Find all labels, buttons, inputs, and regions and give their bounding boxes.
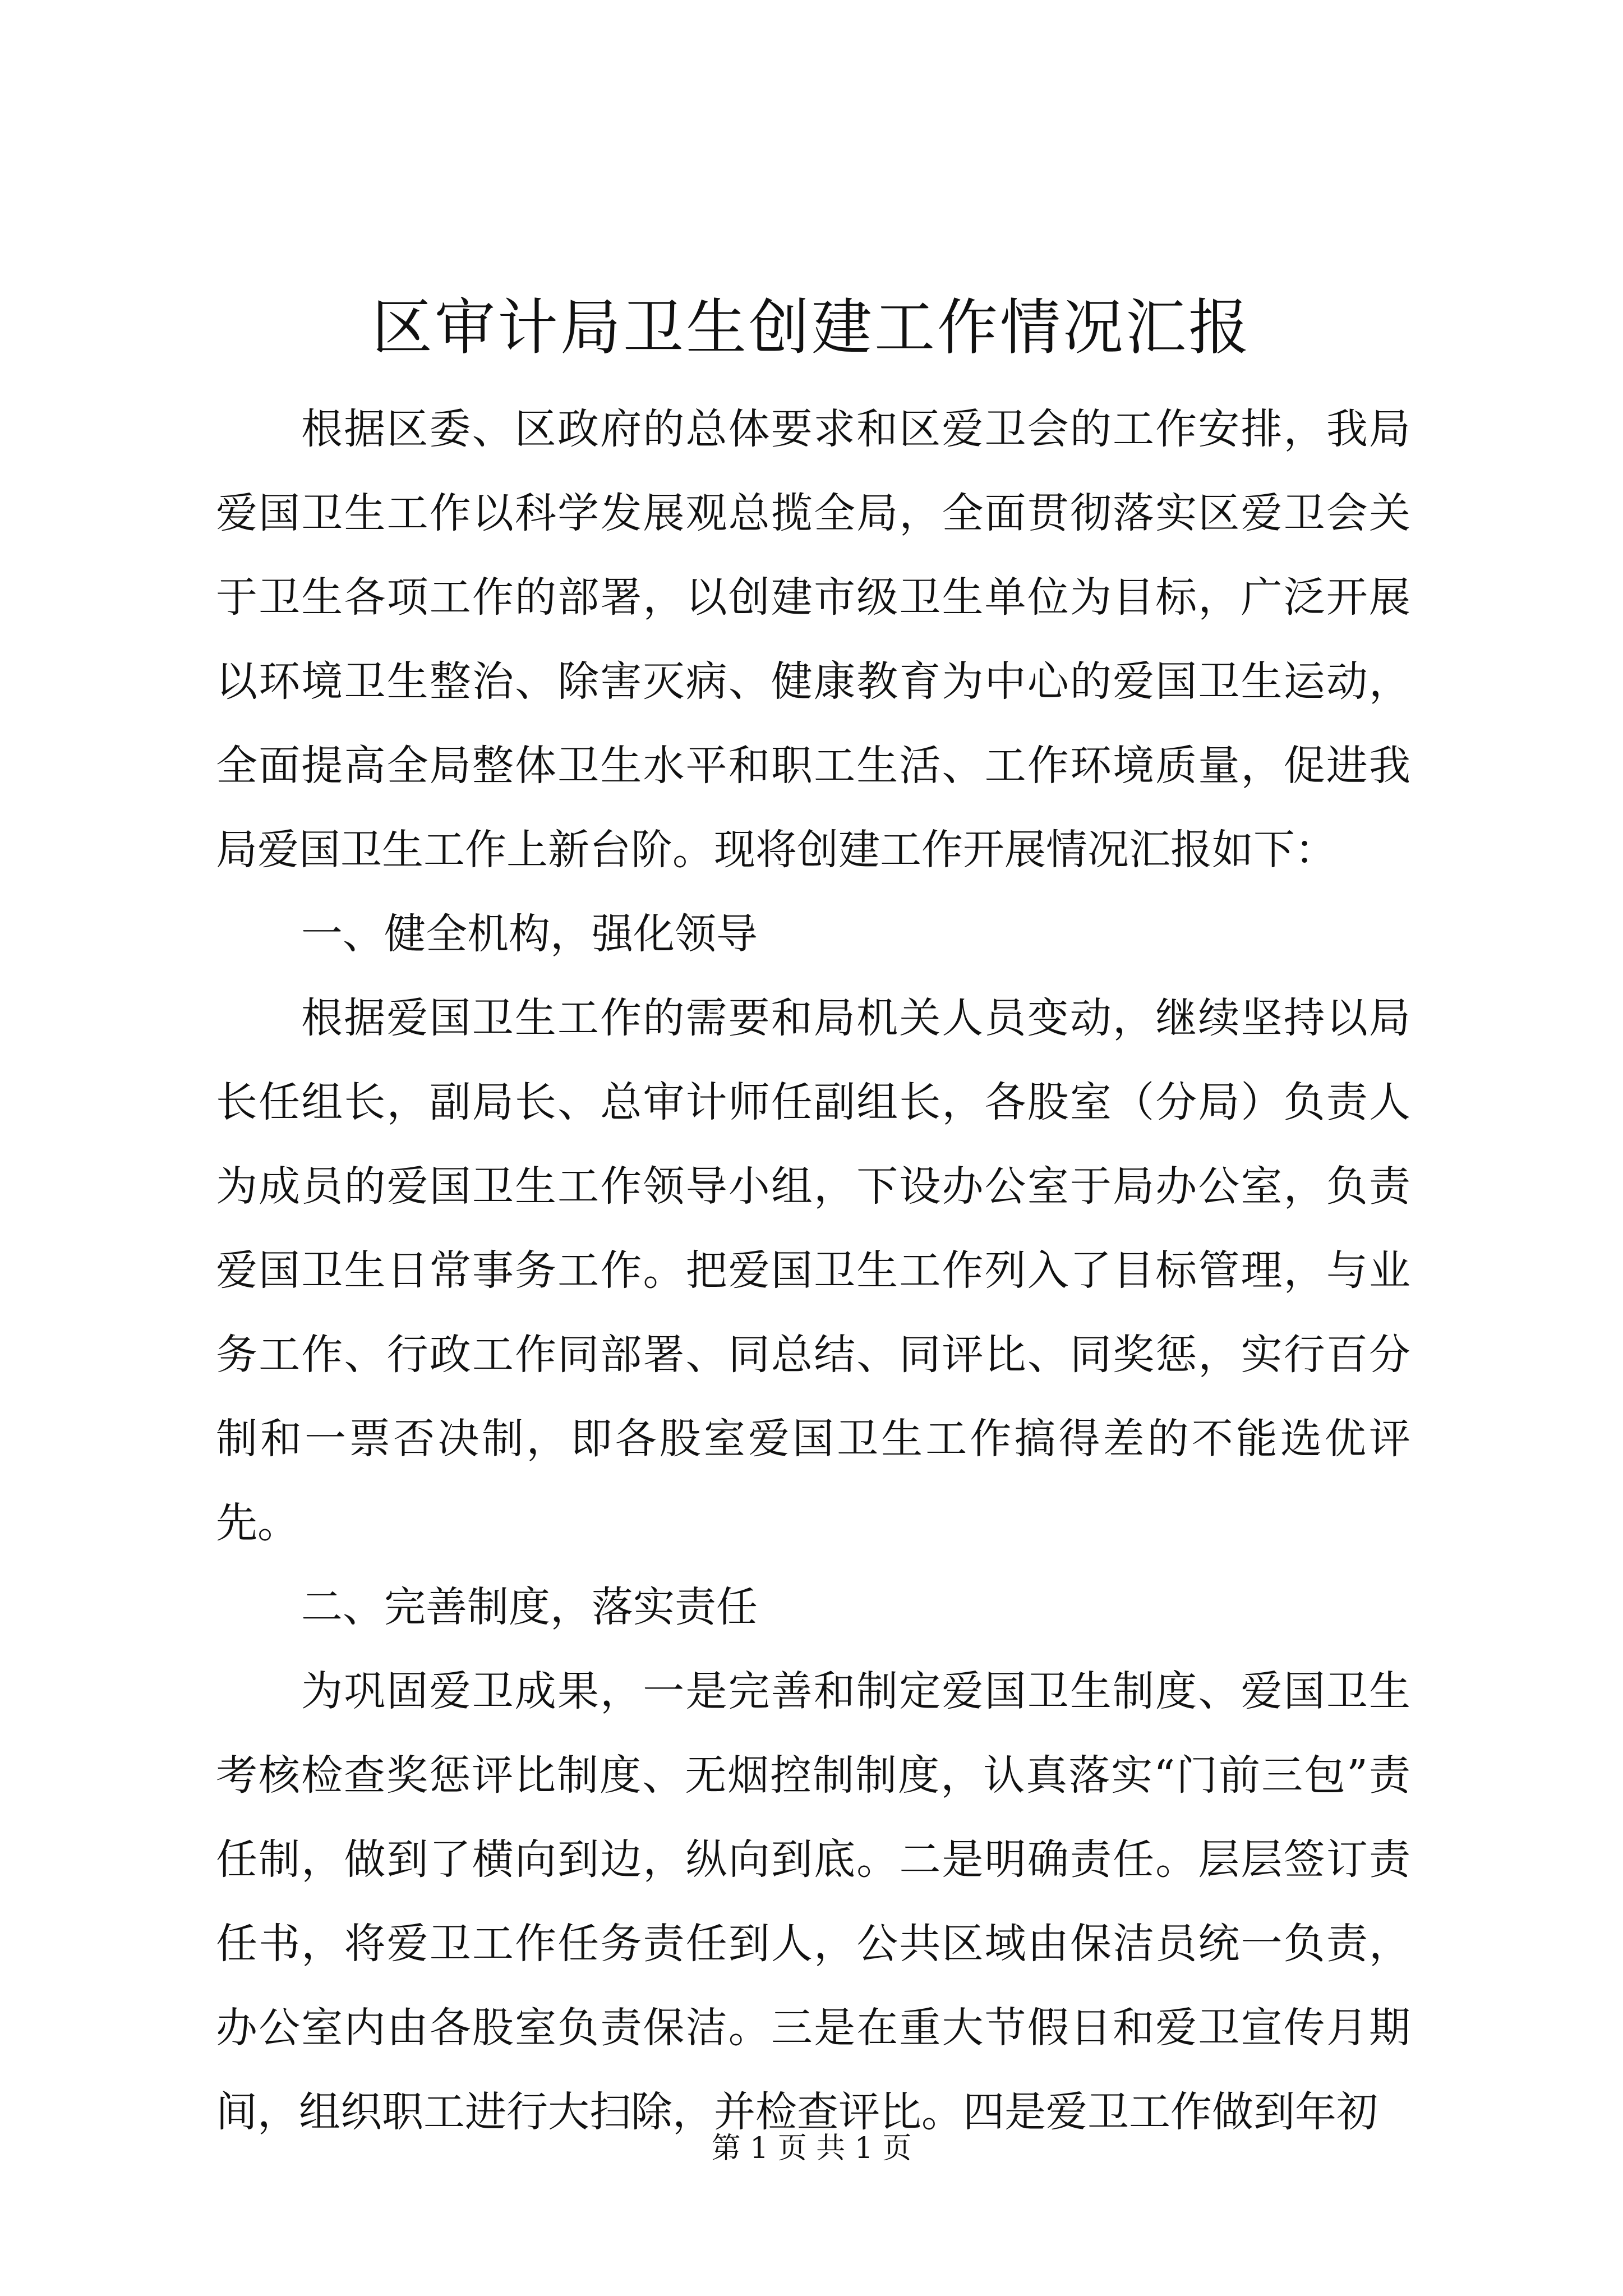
page-number-footer: 第 1 页 共 1 页 [711, 2132, 912, 2165]
section-heading-2: 二、完善制度，落实责任 [301, 1583, 758, 1631]
section-1-paragraph: 根据爱国卫生工作的需要和局机关人员变动，继续坚持以局长任组长，副局长、总审计师任副组长，各股室（分局）负责人为成员的爱国卫生工作领导小组，下设办公室于局办公室，负责爱国卫生日常事务工作。把爱国卫生工作列入了目标管理，与业务工作、行政工作同部署、同总结、同评比、同奖惩，实行百分制和一票否决制，即各股室爱国卫生工作搞得差的不能选优评先。 [216, 994, 1410, 1547]
intro-paragraph: 根据区委、区政府的总体要求和区爱卫会的工作安排，我局爱国卫生工作以科学发展观总揽全局，全面贯彻落实区爱卫会关于卫生各项工作的部署，以创建市级卫生单位为目标，广泛开展以环境卫生整治、除害灭病、健康教育为中心的爱国卫生运动，全面提高全局整体卫生水平和职工生活、工作环境质量，促进我局爱国卫生工作上新台阶。现将创建工作开展情况汇报如下： [216, 405, 1410, 874]
document-title: 区审计局卫生创建工作情况汇报 [371, 293, 1251, 363]
section-heading-1: 一、健全机构，强化领导 [301, 910, 758, 958]
section-2-paragraph: 为巩固爱卫成果，一是完善和制定爱国卫生制度、爱国卫生考核检查奖惩评比制度、无烟控制制度，认真落实“门前三包”责任制，做到了横向到边，纵向到底。二是明确责任。层层签订责任书，将爱卫工作任务责任到人，公共区域由保洁员统一负责，办公室内由各股室负责保洁。三是在重大节假日和爱卫宣传月期间，组织职工进行大扫除，并检查评比。四是爱卫工作做到年初 [216, 1667, 1410, 2136]
document-body [216, 387, 1410, 2154]
